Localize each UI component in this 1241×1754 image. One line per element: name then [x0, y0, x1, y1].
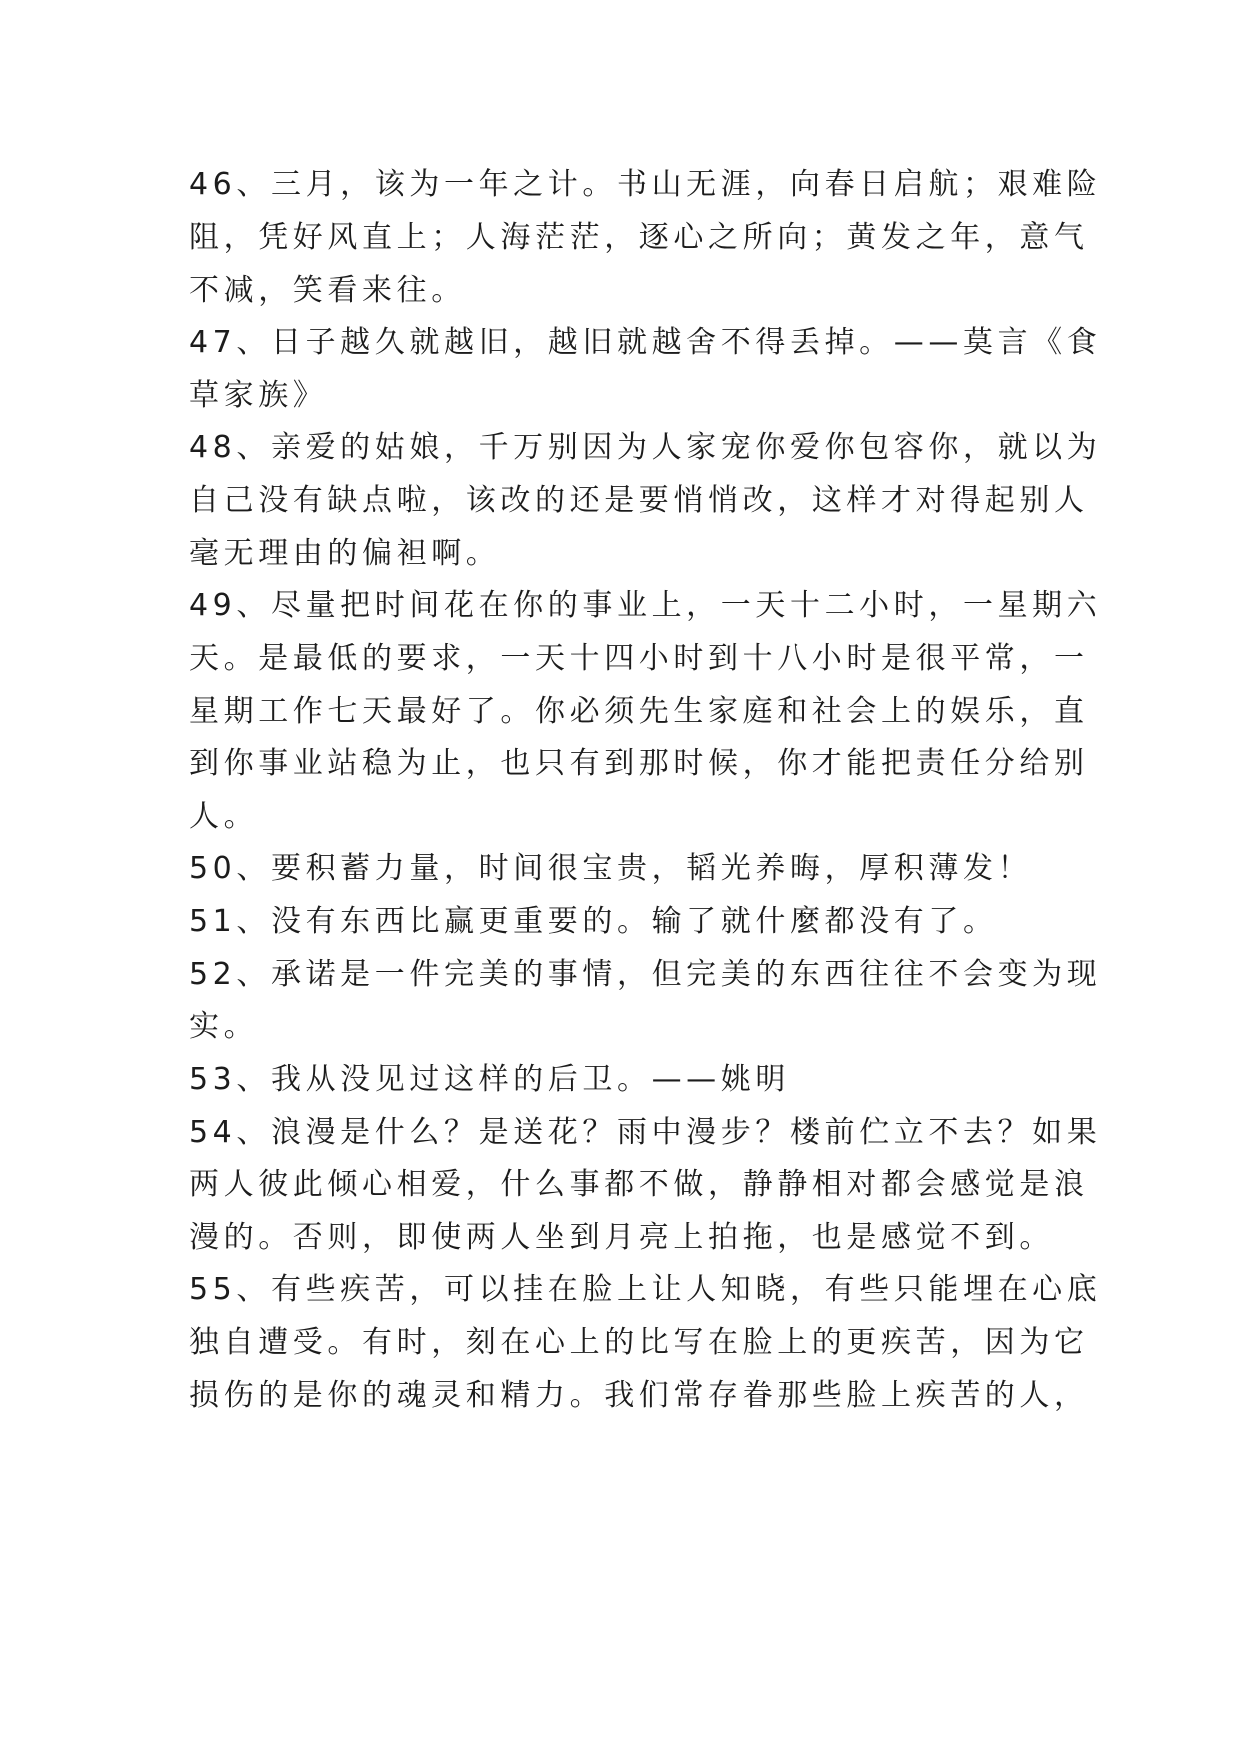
text-line: 漫的。否则，即使两人坐到月亮上拍拖，也是感觉不到。	[189, 1220, 1054, 1255]
text-line: 损伤的是你的魂灵和精力。我们常存眷那些脸上疾苦的人，	[189, 1378, 1089, 1413]
text-line: 人。	[189, 799, 259, 834]
text-line: 53、我从没见过这样的后卫。——姚明	[189, 1062, 790, 1097]
text-line: 自己没有缺点啦，该改的还是要悄悄改，这样才对得起别人	[189, 483, 1089, 518]
text-line: 51、没有东西比赢更重要的。输了就什麼都没有了。	[189, 904, 998, 939]
text-line: 54、浪漫是什么？是送花？雨中漫步？楼前伫立不去？如果	[189, 1115, 1102, 1150]
text-line: 草家族》	[189, 378, 328, 413]
text-line: 毫无理由的偏袒啊。	[189, 536, 501, 571]
text-line: 独自遭受。有时，刻在心上的比写在脸上的更疾苦，因为它	[189, 1325, 1089, 1360]
text-line: 到你事业站稳为止，也只有到那时候，你才能把责任分给别	[189, 746, 1089, 781]
text-line: 阻，凭好风直上；人海茫茫，逐心之所向；黄发之年，意气	[189, 220, 1089, 255]
text-line: 星期工作七天最好了。你必须先生家庭和社会上的娱乐，直	[189, 694, 1089, 729]
text-line: 两人彼此倾心相爱，什么事都不做，静静相对都会感觉是浪	[189, 1167, 1089, 1202]
text-line: 46、三月，该为一年之计。书山无涯，向春日启航；艰难险	[189, 167, 1102, 202]
text-line: 天。是最低的要求，一天十四小时到十八小时是很平常，一	[189, 641, 1089, 676]
text-line: 49、尽量把时间花在你的事业上，一天十二小时，一星期六	[189, 588, 1102, 623]
text-line: 不减，笑看来往。	[189, 273, 466, 308]
text-line: 55、有些疾苦，可以挂在脸上让人知晓，有些只能埋在心底	[189, 1272, 1102, 1307]
text-line: 52、承诺是一件完美的事情，但完美的东西往往不会变为现	[189, 957, 1102, 992]
text-line: 48、亲爱的姑娘，千万别因为人家宠你爱你包容你，就以为	[189, 430, 1102, 465]
text-line: 47、日子越久就越旧，越旧就越舍不得丢掉。——莫言《食	[189, 325, 1102, 360]
text-line: 50、要积蓄力量，时间很宝贵，韬光养晦，厚积薄发！	[189, 851, 1033, 886]
text-line: 实。	[189, 1009, 259, 1044]
